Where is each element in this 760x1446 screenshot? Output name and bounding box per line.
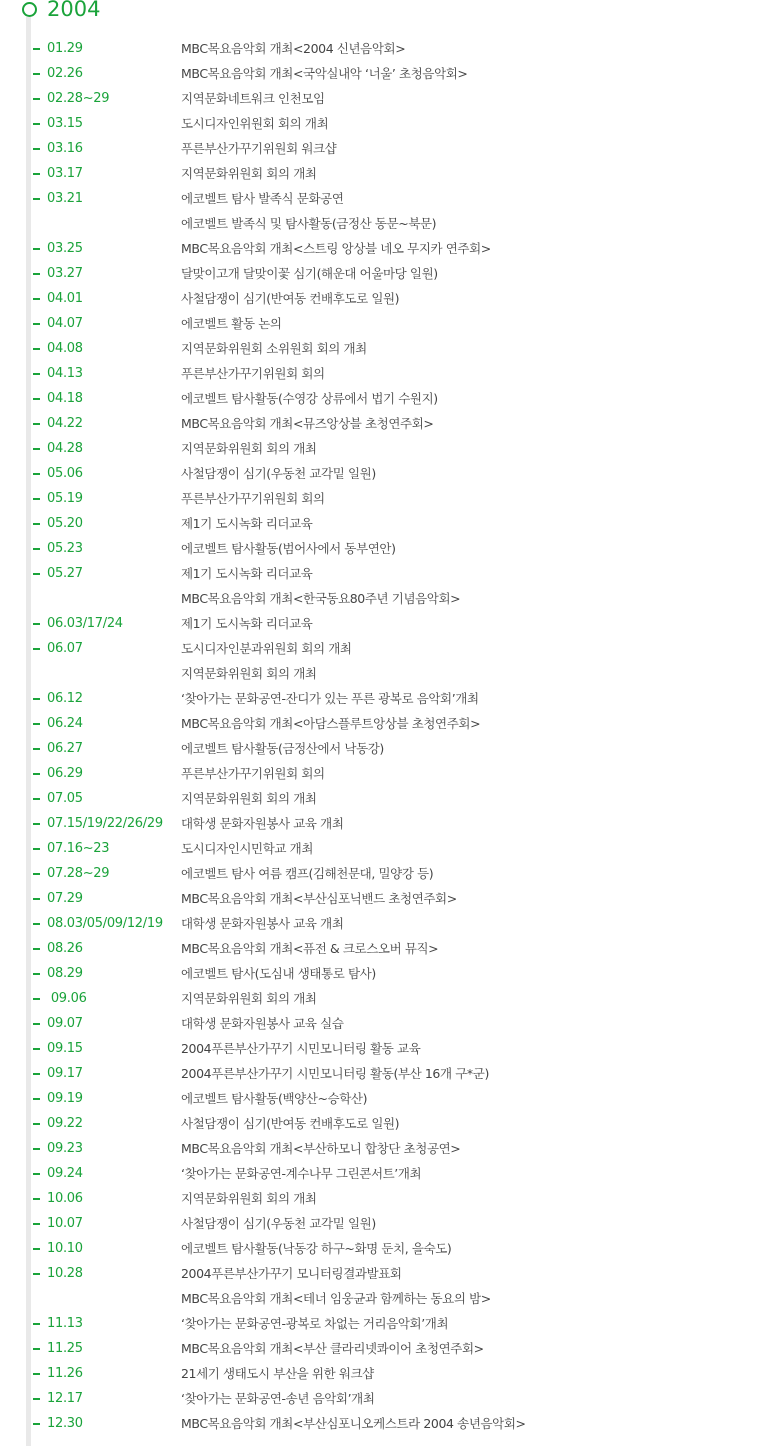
timeline-dash-icon xyxy=(33,898,40,900)
entry-event: 에코벨트 발족식 및 탐사활동(금정산 동문~북문) xyxy=(181,216,437,231)
entry-date: 04.07 xyxy=(47,316,83,331)
timeline-row xyxy=(0,637,760,662)
entry-event: 에코벨트 탐사활동(백양산~승학산) xyxy=(181,1091,368,1106)
timeline-dash-icon xyxy=(33,73,40,75)
timeline-dash-icon xyxy=(33,123,40,125)
entry-date: 06.03/17/24 xyxy=(47,616,123,631)
timeline-row xyxy=(0,662,760,687)
entry-event: 에코벨트 탐사활동(범어사에서 동부연안) xyxy=(181,541,396,556)
timeline-row xyxy=(0,537,760,562)
timeline-row xyxy=(0,512,760,537)
timeline-dash-icon xyxy=(33,423,40,425)
timeline-dash-icon xyxy=(33,998,40,1000)
timeline-row xyxy=(0,137,760,162)
timeline-row xyxy=(0,1337,760,1362)
entry-date: 06.27 xyxy=(47,741,83,756)
entry-event: ‘찾아가는 문화공연-광복로 차없는 거리음악회’개최 xyxy=(181,1316,449,1331)
entry-date: 03.25 xyxy=(47,241,83,256)
entry-date: 04.13 xyxy=(47,366,83,381)
entry-event: 사철담쟁이 심기(반여동 컨배후도로 일원) xyxy=(181,1116,400,1131)
entry-event: 제1기 도시녹화 리더교육 xyxy=(181,616,313,631)
entry-date: 10.10 xyxy=(47,1241,83,1256)
timeline-dash-icon xyxy=(33,973,40,975)
entry-date: 07.28~29 xyxy=(47,866,110,881)
timeline-row xyxy=(0,887,760,912)
entry-date: 05.23 xyxy=(47,541,83,556)
timeline-dash-icon xyxy=(33,1273,40,1275)
timeline-row xyxy=(0,837,760,862)
entry-date: 09.24 xyxy=(47,1166,83,1181)
timeline-list xyxy=(0,37,760,1437)
entry-event: 제1기 도시녹화 리더교육 xyxy=(181,566,313,581)
timeline-row xyxy=(0,1162,760,1187)
entry-event: 푸른부산가꾸기위원회 회의 xyxy=(181,491,325,506)
entry-event: 지역문화위원회 소위원회 회의 개최 xyxy=(181,341,367,356)
timeline-row xyxy=(0,1187,760,1212)
timeline-row xyxy=(0,987,760,1012)
entry-date: 04.22 xyxy=(47,416,83,431)
timeline-dash-icon xyxy=(33,848,40,850)
timeline-dash-icon xyxy=(33,723,40,725)
entry-date: 11.13 xyxy=(47,1316,83,1331)
timeline-dash-icon xyxy=(33,1398,40,1400)
timeline-row xyxy=(0,487,760,512)
timeline-row xyxy=(0,587,760,612)
entry-date: 01.29 xyxy=(47,41,83,56)
timeline-row xyxy=(0,787,760,812)
timeline-dash-icon xyxy=(33,1248,40,1250)
entry-event: MBC목요음악회 개최<2004 신년음악회> xyxy=(181,41,406,56)
entry-event: 사철담쟁이 심기(우동천 교각밑 일원) xyxy=(181,466,376,481)
entry-date: 09.15 xyxy=(47,1041,83,1056)
entry-event: 대학생 문화자원봉사 교육 개최 xyxy=(181,816,344,831)
timeline-row xyxy=(0,287,760,312)
timeline-dash-icon xyxy=(33,923,40,925)
entry-date: 06.24 xyxy=(47,716,83,731)
entry-event: 에코벨트 탐사(도심내 생태통로 탐사) xyxy=(181,966,376,981)
timeline-row xyxy=(0,687,760,712)
timeline-dash-icon xyxy=(33,1323,40,1325)
timeline-row xyxy=(0,1387,760,1412)
entry-event: 달맞이고개 달맞이꽃 심기(해운대 어울마당 일원) xyxy=(181,266,438,281)
entry-event: 지역문화위원회 회의 개최 xyxy=(181,666,317,681)
entry-date: 06.29 xyxy=(47,766,83,781)
entry-date: 03.21 xyxy=(47,191,83,206)
entry-event: 지역문화위원회 회의 개최 xyxy=(181,166,317,181)
timeline-dash-icon xyxy=(33,698,40,700)
timeline-dash-icon xyxy=(33,748,40,750)
timeline-row xyxy=(0,1312,760,1337)
entry-event: 도시디자인시민학교 개최 xyxy=(181,841,313,856)
timeline-row xyxy=(0,1212,760,1237)
timeline-dash-icon xyxy=(33,373,40,375)
entry-event: 지역문화위원회 회의 개최 xyxy=(181,991,317,1006)
entry-date: 09.23 xyxy=(47,1141,83,1156)
timeline-dash-icon xyxy=(33,773,40,775)
year-header xyxy=(0,0,760,22)
entry-date: 03.17 xyxy=(47,166,83,181)
timeline-dash-icon xyxy=(33,98,40,100)
timeline-row xyxy=(0,237,760,262)
timeline-dash-icon xyxy=(33,573,40,575)
entry-event: 도시디자인위원회 회의 개최 xyxy=(181,116,329,131)
timeline-dash-icon xyxy=(33,273,40,275)
entry-date: 09.07 xyxy=(47,1016,83,1031)
entry-event: MBC목요음악회 개최<퓨전 & 크로스오버 뮤직> xyxy=(181,941,439,956)
entry-event: MBC목요음악회 개최<부산심포닉밴드 초청연주회> xyxy=(181,891,457,906)
entry-date: 09.17 xyxy=(47,1066,83,1081)
timeline-row xyxy=(0,1012,760,1037)
timeline-dash-icon xyxy=(33,498,40,500)
timeline-row xyxy=(0,1362,760,1387)
entry-event: 에코벨트 탐사활동(금정산에서 낙동강) xyxy=(181,741,384,756)
timeline-dash-icon xyxy=(33,1073,40,1075)
timeline-row xyxy=(0,412,760,437)
timeline-row xyxy=(0,462,760,487)
entry-event: 2004푸른부산가꾸기 모니터링결과발표회 xyxy=(181,1266,402,1281)
timeline-dash-icon xyxy=(33,1098,40,1100)
year-title: 2004 xyxy=(47,0,101,21)
timeline-row xyxy=(0,362,760,387)
timeline-dash-icon xyxy=(33,473,40,475)
timeline-dash-icon xyxy=(33,948,40,950)
timeline-row xyxy=(0,962,760,987)
timeline-dash-icon xyxy=(33,1223,40,1225)
entry-event: 21세기 생태도시 부산을 위한 워크샵 xyxy=(181,1366,374,1381)
entry-date: 08.29 xyxy=(47,966,83,981)
timeline-row xyxy=(0,162,760,187)
entry-date: 12.30 xyxy=(47,1416,83,1431)
timeline-dash-icon xyxy=(33,523,40,525)
timeline-row xyxy=(0,1062,760,1087)
timeline-dash-icon xyxy=(33,1373,40,1375)
timeline-row xyxy=(0,87,760,112)
timeline-row xyxy=(0,1237,760,1262)
entry-date: 03.15 xyxy=(47,116,83,131)
entry-event: ‘찾아가는 문화공연-잔디가 있는 푸른 광복로 음악회’개최 xyxy=(181,691,479,706)
timeline-dash-icon xyxy=(33,173,40,175)
timeline-dash-icon xyxy=(33,148,40,150)
timeline-dash-icon xyxy=(33,48,40,50)
timeline-dash-icon xyxy=(33,1173,40,1175)
timeline-row xyxy=(0,912,760,937)
timeline-row xyxy=(0,1137,760,1162)
entry-date: 04.18 xyxy=(47,391,83,406)
entry-date: 10.07 xyxy=(47,1216,83,1231)
entry-date: 03.16 xyxy=(47,141,83,156)
timeline-dash-icon xyxy=(33,1198,40,1200)
timeline-row xyxy=(0,112,760,137)
entry-event: 에코벨트 활동 논의 xyxy=(181,316,282,331)
entry-event: MBC목요음악회 개최<테너 임웅균과 함께하는 동요의 밤> xyxy=(181,1291,491,1306)
entry-event: 제1기 도시녹화 리더교육 xyxy=(181,516,313,531)
timeline-dash-icon xyxy=(33,623,40,625)
timeline-row xyxy=(0,1262,760,1287)
entry-date: 07.29 xyxy=(47,891,83,906)
entry-date: 10.06 xyxy=(47,1191,83,1206)
entry-date: 12.17 xyxy=(47,1391,83,1406)
entry-date: 07.15/19/22/26/29 xyxy=(47,816,163,831)
entry-date: 05.27 xyxy=(47,566,83,581)
entry-event: 에코벨트 탐사활동(낙동강 하구~화명 둔치, 을숙도) xyxy=(181,1241,452,1256)
entry-date: 10.28 xyxy=(47,1266,83,1281)
entry-date: 09.19 xyxy=(47,1091,83,1106)
entry-date: 11.26 xyxy=(47,1366,83,1381)
timeline-dash-icon xyxy=(33,248,40,250)
entry-event: MBC목요음악회 개최<뮤즈앙상블 초청연주회> xyxy=(181,416,434,431)
entry-date: 08.03/05/09/12/19 xyxy=(47,916,163,931)
entry-date: 06.07 xyxy=(47,641,83,656)
entry-date: 05.20 xyxy=(47,516,83,531)
entry-event: 푸른부산가꾸기위원회 회의 xyxy=(181,766,325,781)
entry-event: 에코벨트 탐사활동(수영강 상류에서 법기 수원지) xyxy=(181,391,438,406)
timeline-dash-icon xyxy=(33,1423,40,1425)
entry-event: ‘찾아가는 문화공연-계수나무 그린콘서트’개최 xyxy=(181,1166,422,1181)
entry-event: 지역문화위원회 회의 개최 xyxy=(181,441,317,456)
timeline-row xyxy=(0,937,760,962)
entry-date: 07.16~23 xyxy=(47,841,110,856)
entry-date: 07.05 xyxy=(47,791,83,806)
timeline-row xyxy=(0,737,760,762)
timeline-row xyxy=(0,1037,760,1062)
entry-event: MBC목요음악회 개최<국악실내악 ‘너울’ 초청음악회> xyxy=(181,66,468,81)
entry-event: 지역문화위원회 회의 개최 xyxy=(181,791,317,806)
timeline-row xyxy=(0,562,760,587)
timeline-circle-icon xyxy=(22,2,37,17)
entry-date: 05.06 xyxy=(47,466,83,481)
timeline-dash-icon xyxy=(33,1348,40,1350)
timeline-row xyxy=(0,1412,760,1437)
entry-event: MBC목요음악회 개최<스트링 앙상블 네오 무지카 연주회> xyxy=(181,241,491,256)
entry-event: 2004푸른부산가꾸기 시민모니터링 활동(부산 16개 구*군) xyxy=(181,1066,489,1081)
timeline-dash-icon xyxy=(33,823,40,825)
entry-date: 08.26 xyxy=(47,941,83,956)
timeline-row xyxy=(0,612,760,637)
timeline-dash-icon xyxy=(33,548,40,550)
entry-event: MBC목요음악회 개최<한국동요80주년 기념음악회> xyxy=(181,591,461,606)
timeline-dash-icon xyxy=(33,298,40,300)
entry-event: MBC목요음악회 개최<부산심포니오케스트라 2004 송년음악회> xyxy=(181,1416,526,1431)
timeline-dash-icon xyxy=(33,323,40,325)
timeline-dash-icon xyxy=(33,348,40,350)
entry-event: 지역문화네트워크 인천모임 xyxy=(181,91,325,106)
timeline-row xyxy=(0,762,760,787)
entry-date: 05.19 xyxy=(47,491,83,506)
entry-date: 04.08 xyxy=(47,341,83,356)
entry-event: MBC목요음악회 개최<아담스플루트앙상블 초청연주회> xyxy=(181,716,481,731)
entry-date: 03.27 xyxy=(47,266,83,281)
timeline-row xyxy=(0,712,760,737)
timeline-dash-icon xyxy=(33,398,40,400)
timeline-row xyxy=(0,337,760,362)
timeline-row xyxy=(0,1112,760,1137)
entry-event: MBC목요음악회 개최<부산 클라리넷콰이어 초청연주회> xyxy=(181,1341,484,1356)
timeline-row xyxy=(0,437,760,462)
timeline-row xyxy=(0,262,760,287)
timeline-row xyxy=(0,812,760,837)
entry-event: 도시디자인분과위원회 회의 개최 xyxy=(181,641,352,656)
entry-event: 에코벨트 탐사 여름 캠프(김해천문대, 밀양강 등) xyxy=(181,866,434,881)
timeline-dash-icon xyxy=(33,1048,40,1050)
entry-event: 사철담쟁이 심기(반여동 컨배후도로 일원) xyxy=(181,291,400,306)
entry-event: 사철담쟁이 심기(우동천 교각밑 일원) xyxy=(181,1216,376,1231)
entry-date: 06.12 xyxy=(47,691,83,706)
timeline-row xyxy=(0,37,760,62)
entry-date: 04.28 xyxy=(47,441,83,456)
timeline-dash-icon xyxy=(33,1123,40,1125)
timeline-row xyxy=(0,1087,760,1112)
entry-date: 09.06 xyxy=(47,991,87,1006)
entry-event: 대학생 문화자원봉사 교육 개최 xyxy=(181,916,344,931)
timeline-dash-icon xyxy=(33,798,40,800)
timeline-dash-icon xyxy=(33,1023,40,1025)
timeline-row xyxy=(0,387,760,412)
timeline-dash-icon xyxy=(33,873,40,875)
timeline-row xyxy=(0,1287,760,1312)
entry-date: 02.26 xyxy=(47,66,83,81)
entry-date: 04.01 xyxy=(47,291,83,306)
entry-date: 09.22 xyxy=(47,1116,83,1131)
timeline-row xyxy=(0,862,760,887)
entry-event: 지역문화위원회 회의 개최 xyxy=(181,1191,317,1206)
timeline-row xyxy=(0,62,760,87)
timeline-dash-icon xyxy=(33,1148,40,1150)
timeline-row xyxy=(0,212,760,237)
timeline-dash-icon xyxy=(33,648,40,650)
entry-date: 02.28~29 xyxy=(47,91,110,106)
timeline-dash-icon xyxy=(33,448,40,450)
entry-event: 2004푸른부산가꾸기 시민모니터링 활동 교육 xyxy=(181,1041,421,1056)
timeline-row xyxy=(0,312,760,337)
entry-event: 대학생 문화자원봉사 교육 실습 xyxy=(181,1016,344,1031)
entry-event: 푸른부산가꾸기위원회 회의 xyxy=(181,366,325,381)
entry-event: 푸른부산가꾸기위원회 워크샵 xyxy=(181,141,337,156)
entry-date: 11.25 xyxy=(47,1341,83,1356)
entry-event: 에코벨트 탐사 발족식 문화공연 xyxy=(181,191,344,206)
entry-event: MBC목요음악회 개최<부산하모니 합창단 초청공연> xyxy=(181,1141,461,1156)
timeline-dash-icon xyxy=(33,198,40,200)
entry-event: ‘찾아가는 문화공연-송년 음악회’개최 xyxy=(181,1391,375,1406)
timeline-row xyxy=(0,187,760,212)
